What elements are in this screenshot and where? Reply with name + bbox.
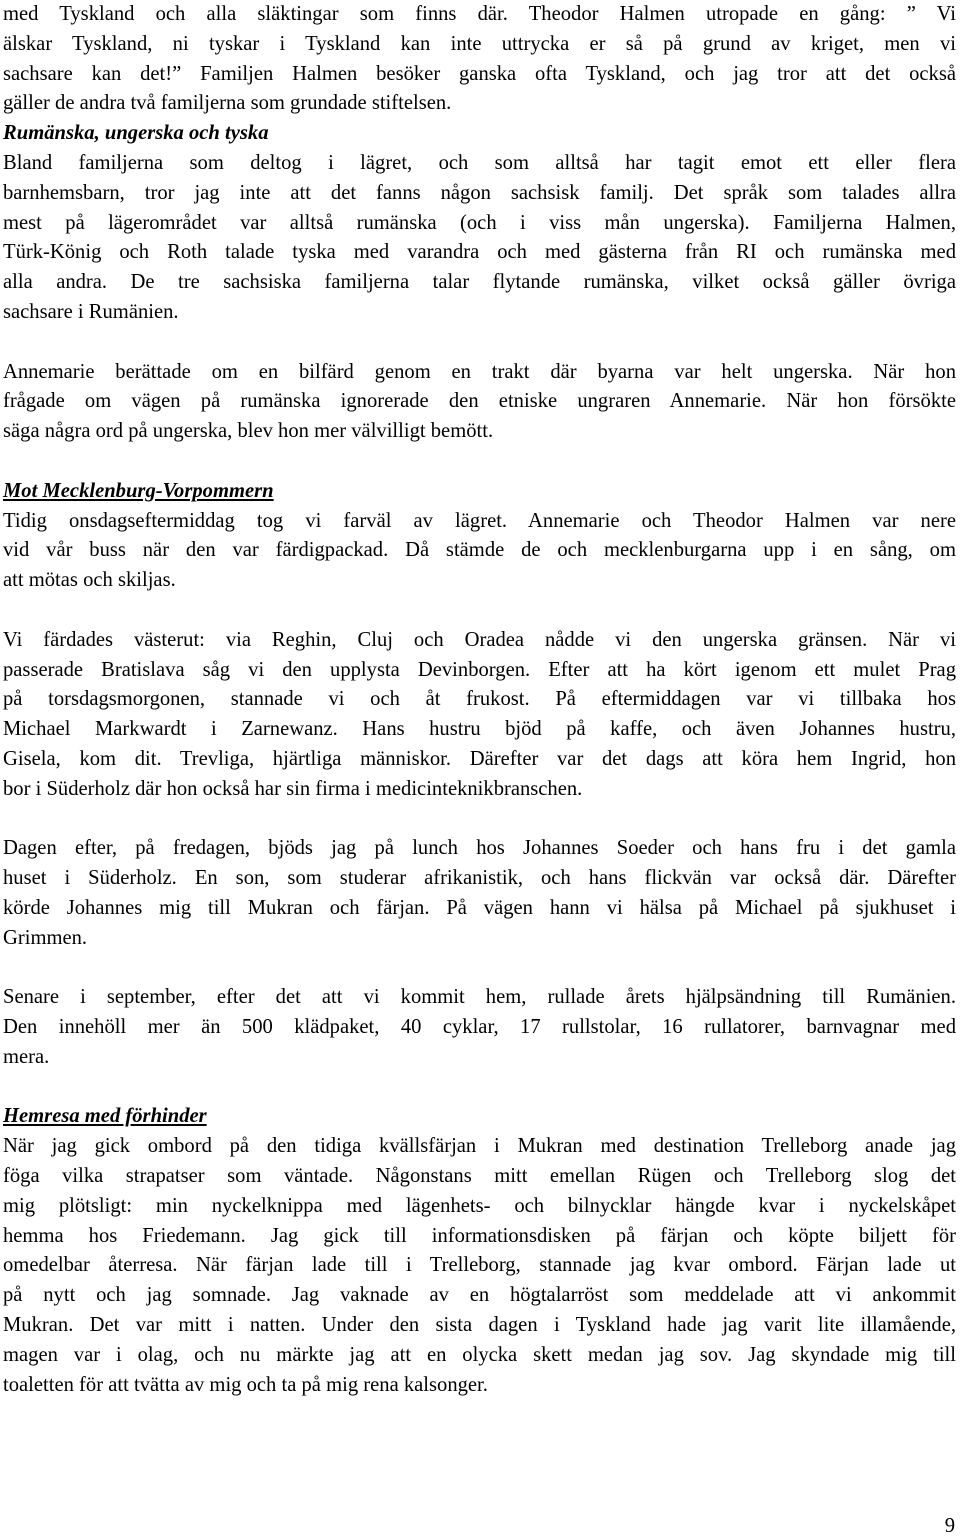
text-line: på torsdagsmorgonen, stannade vi och åt frukost. På eftermiddagen var vi tillbaka hos: [3, 688, 956, 711]
text-line: att mötas och skiljas.: [3, 569, 176, 592]
paragraph-gap: [3, 1073, 956, 1103]
paragraph-annemarie: [3, 358, 956, 447]
text-line: sachsare kan det!” Familjen Halmen besöker ganska ofta Tyskland, och jag tror att det också: [3, 62, 956, 85]
text-line: Grimmen.: [3, 926, 88, 949]
paragraph-gap: [3, 328, 956, 358]
section-return-trip: [3, 1102, 956, 1400]
page-number: 9: [944, 1515, 955, 1537]
text-line: omedelbar återresa. När färjan lade till i Trelleborg, stannade jag kvar ombord. Färjan lade ut: [3, 1254, 956, 1277]
text-line: Mukran. Det var mitt i natten. Under den sista dagen i Tyskland hade jag varit lite illamående,: [3, 1314, 956, 1337]
text-line: körde Johannes mig till Mukran och färjan. På vägen hann vi hälsa på Michael på sjukhuset i: [3, 896, 956, 919]
text-line: mera.: [3, 1045, 50, 1068]
text-line: hemma hos Friedemann. Jag gick till informationsdisken på färjan och köpte biljett för: [3, 1224, 956, 1247]
paragraph-journey: [3, 626, 956, 805]
paragraph-intro: [3, 0, 956, 119]
text-line: Annemarie berättade om en bilfärd genom en trakt där byarna var helt ungerska. När hon: [3, 360, 956, 383]
text-line: Vi färdades västerut: via Reghin, Cluj och Oradea nådde vi den ungerska gränsen. När vi: [3, 628, 956, 651]
text-line: Gisela, kom dit. Trevliga, hjärtliga människor. Därefter var det dags att köra hem Ingrid, hon: [3, 747, 956, 770]
text-line: på nytt och jag somnade. Jag vaknade av en högtalarröst som meddelade att vi ankommit: [3, 1284, 956, 1307]
text-line: magen var i olag, och nu märkte jag att en olycka skett medan jag sov. Jag skyndade mig till: [3, 1343, 956, 1366]
text-line: Bland familjerna som deltog i lägret, och som alltså har tagit emot ett eller flera: [3, 151, 956, 174]
text-line: Dagen efter, på fredagen, bjöds jag på lunch hos Johannes Soeder och hans fru i det gamla: [3, 837, 956, 860]
section-mecklenburg: [3, 477, 956, 596]
document-page: [3, 0, 956, 1400]
text-line: Michael Markwardt i Zarnewanz. Hans hustru bjöd på kaffe, och även Johannes hustru,: [3, 718, 956, 741]
text-line: barnhemsbarn, tror jag inte att det fanns någon sachsisk familj. Det språk som talades allra: [3, 181, 956, 204]
text-line: mig plötsligt: min nyckelknippa med lägenhets- och bilnycklar hängde kvar i nyckelskåpet: [3, 1194, 956, 1217]
text-line: toaletten för att tvätta av mig och ta på mig rena kalsonger.: [3, 1373, 488, 1396]
text-line: med Tyskland och alla släktingar som finns där. Theodor Halmen utropade en gång: ” Vi: [3, 3, 956, 25]
paragraph-gap: [3, 954, 956, 984]
text-line: När jag gick ombord på den tidiga kvällsfärjan i Mukran med destination Trelleborg anade jag: [3, 1135, 956, 1158]
text-line: Senare i september, efter det att vi kommit hem, rullade årets hjälpsändning till Rumänien.: [3, 986, 956, 1009]
paragraph-friday: [3, 834, 956, 953]
text-line: huset i Süderholz. En son, som studerar afrikanistik, och hans flickvän var också där. Därefter: [3, 867, 956, 890]
text-line: vid vår buss när den var färdigpackad. Då stämde de och mecklenburgarna upp i en sång, om: [3, 539, 956, 562]
text-line: älskar Tyskland, ni tyskar i Tyskland kan inte uttrycka er så på grund av kriget, men vi: [3, 32, 956, 55]
section-heading: Hemresa med förhinder: [3, 1105, 207, 1128]
section-heading: Rumänska, ungerska och tyska: [3, 122, 269, 145]
text-line: Tidig onsdagseftermiddag tog vi farväl av lägret. Annemarie och Theodor Halmen var nere: [3, 509, 956, 532]
text-line: sachsare i Rumänien.: [3, 300, 179, 323]
paragraph-shipment: [3, 983, 956, 1072]
text-line: frågade om vägen på rumänska ignorerade den etniske ungraren Annemarie. När hon försökte: [3, 390, 956, 413]
paragraph-gap: [3, 805, 956, 835]
text-line: säga några ord på ungerska, blev hon mer välvilligt bemött.: [3, 420, 494, 443]
text-line: alla andra. De tre sachsiska familjerna talar flytande rumänska, vilket också gäller övriga: [3, 271, 956, 294]
text-line: gäller de andra två familjerna som grundade stiftelsen.: [3, 92, 452, 115]
text-line: bor i Süderholz där hon också har sin firma i medicinteknikbranschen.: [3, 777, 583, 800]
text-line: Den innehöll mer än 500 klädpaket, 40 cyklar, 17 rullstolar, 16 rullatorer, barnvagnar med: [3, 1016, 956, 1039]
paragraph-gap: [3, 447, 956, 477]
text-line: passerade Bratislava såg vi den upplysta Devinborgen. Efter att ha kört igenom ett mulet Prag: [3, 658, 956, 681]
text-line: föga vilka strapatser som väntade. Någonstans mitt emellan Rügen och Trelleborg slog det: [3, 1165, 956, 1188]
section-heading: Mot Mecklenburg-Vorpommern: [3, 479, 274, 502]
text-line: Türk-König och Roth talade tyska med varandra och med gästerna från RI och rumänska med: [3, 241, 956, 264]
text-line: mest på lägerområdet var alltså rumänska (och i viss mån ungerska). Familjerna Halmen,: [3, 211, 956, 234]
paragraph-gap: [3, 596, 956, 626]
section-languages: [3, 119, 956, 328]
